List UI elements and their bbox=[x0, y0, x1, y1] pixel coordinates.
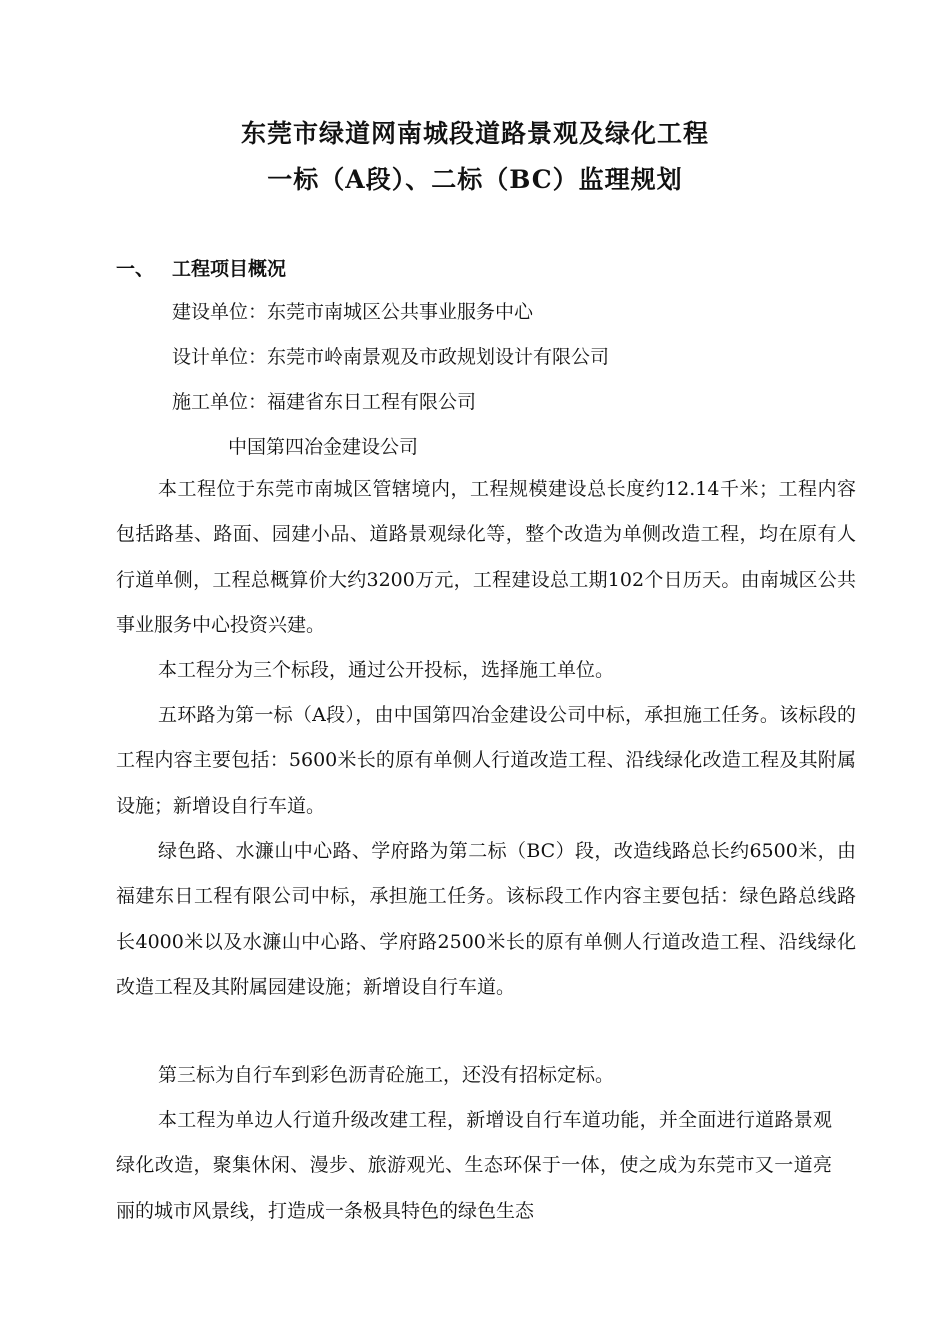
paragraph-sections: 本工程分为三个标段，通过公开投标，选择施工单位。 bbox=[158, 659, 615, 681]
document-title-line-1: 东莞市绿道网南城段道路景观及绿化工程 bbox=[240, 119, 709, 148]
contractor-line-2: 中国第四冶金建设公司 bbox=[228, 436, 419, 458]
paragraph-section-3: 第三标为自行车到彩色沥青砼施工，还没有招标定标。 bbox=[158, 1064, 615, 1086]
section-number: 一、 bbox=[116, 258, 155, 280]
document-title-line-2: 一标（A段）、二标（BC）监理规划 bbox=[267, 165, 683, 194]
section-title: 工程项目概况 bbox=[172, 258, 287, 280]
contractor-line: 施工单位：福建省东日工程有限公司 bbox=[172, 391, 477, 413]
paragraph-section-bc: 绿色路、水濂山中心路、学府路为第二标（BC）段，改造线路总长约6500米，由福建东日工程有限公司中标，承担施工任务。该标段工作内容主要包括：绿色路总线路长4000米以及水濂山中心路、学府路2500米长的原有单侧人行道改造工程、沿线绿化改造工程及其附属园建设施；新增设自行车道。 bbox=[116, 840, 856, 999]
paragraph-section-a: 五环路为第一标（A段），由中国第四冶金建设公司中标，承担施工任务。该标段的工程内容主要包括：5600米长的原有单侧人行道改造工程、沿线绿化改造工程及其附属设施；新增设自行车道。 bbox=[116, 704, 856, 817]
section-heading bbox=[116, 254, 286, 281]
designer-line: 设计单位：东莞市岭南景观及市政规划设计有限公司 bbox=[172, 346, 610, 368]
paragraph-purpose: 本工程为单边人行道升级改建工程，新增设自行车道功能，并全面进行道路景观绿化改造，聚集休闲、漫步、旅游观光、生态环保于一体，使之成为东莞市又一道亮丽的城市风景线，打造成一条极具特色的绿色生态 bbox=[116, 1109, 832, 1222]
owner-line: 建设单位：东莞市南城区公共事业服务中心 bbox=[172, 301, 534, 323]
paragraph-overview: 本工程位于东莞市南城区管辖境内，工程规模建设总长度约12.14千米；工程内容包括路基、路面、园建小品、道路景观绿化等，整个改造为单侧改造工程，均在原有人行道单侧，工程总概算价大约3200万元，工程建设总工期102个日历天。由南城区公共事业服务中心投资兴建。 bbox=[116, 478, 856, 637]
